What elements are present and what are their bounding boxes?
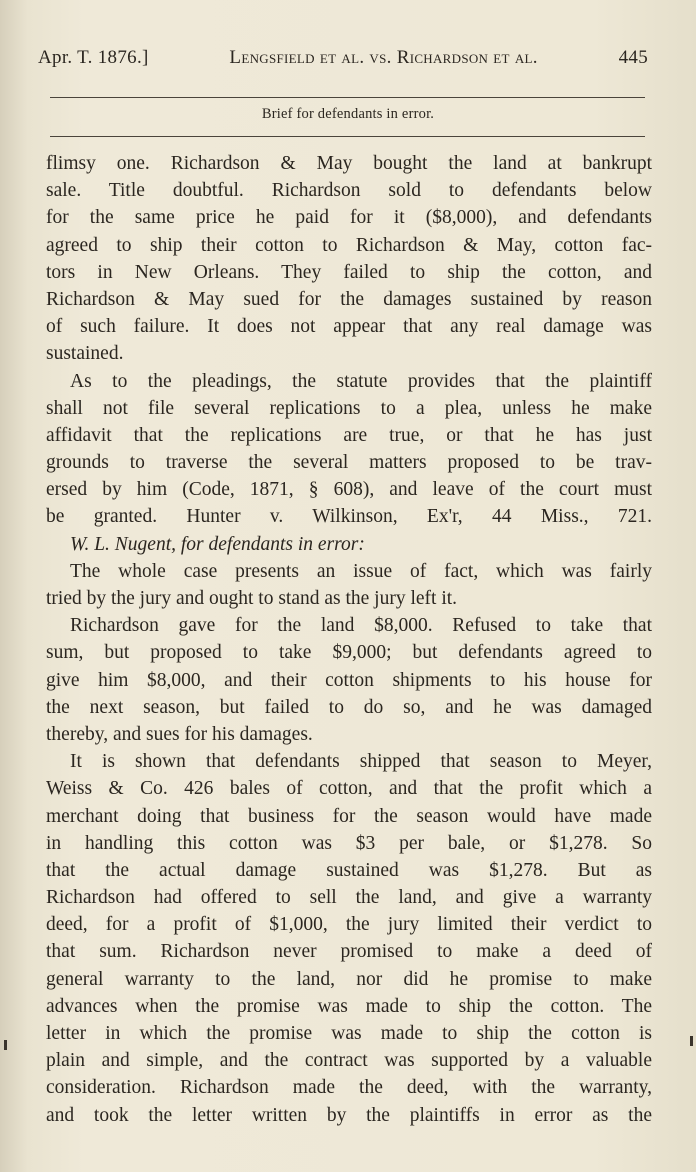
counsel-line	[46, 531, 652, 558]
text-line: be granted. Hunter v. Wilkinson, Ex'r, 44 Miss., 721.	[46, 506, 652, 528]
text-line: that the actual damage sustained was $1,278. But as	[46, 859, 652, 881]
text-line: and took the letter written by the plaintiffs in error as the	[46, 1104, 652, 1126]
text-line: letter in which the promise was made to ship the cotton is	[46, 1023, 652, 1044]
text-line: advances when the promise was made to ship the cotton. The	[46, 995, 652, 1017]
body-text	[46, 150, 652, 1129]
text-line: merchant doing that business for the season would have made	[46, 805, 652, 827]
margin-mark	[690, 1036, 693, 1046]
text-line: sale. Title doubtful. Richardson sold to defendants below	[46, 180, 652, 202]
text-line: general warranty to the land, nor did he promise to make	[46, 968, 652, 990]
text-line: As to the pleadings, the statute provides that the plaintiff	[70, 370, 652, 392]
text-line: plain and simple, and the contract was supported by a valuable	[46, 1050, 652, 1072]
case-title: Lengsfield et al. vs. Richardson et al.	[229, 47, 538, 68]
text-line: the next season, but failed to do so, and he was damaged	[46, 696, 652, 718]
text-line: Richardson gave for the land $8,000. Refused to take that	[70, 615, 652, 637]
text-line: grounds to traverse the several matters proposed to be trav-	[46, 452, 652, 474]
text-line: consideration. Richardson made the deed, with the warranty,	[46, 1077, 652, 1099]
text-line: that sum. Richardson never promised to make a deed of	[46, 941, 652, 963]
text-line: tried by the jury and ought to stand as the jury left it.	[46, 588, 458, 609]
text-line: deed, for a profit of $1,000, the jury limited their verdict to	[46, 914, 652, 936]
text-line: give him $8,000, and their cotton shipments to his house for	[46, 669, 652, 691]
running-header	[38, 47, 648, 69]
text-line: thereby, and sues for his damages.	[46, 723, 313, 745]
text-line: tors in New Orleans. They failed to ship the cotton, and	[46, 261, 652, 283]
text-line: It is shown that defendants shipped that season to Meyer,	[70, 751, 652, 773]
text-line: of such failure. It does not appear that any real damage was	[46, 316, 652, 338]
text-line: agreed to ship their cotton to Richardson & May, cotton fac-	[46, 234, 652, 256]
section-subheading: Brief for defendants in error.	[261, 106, 435, 122]
text-line: ersed by him (Code, 1871, § 608), and leave of the court must	[46, 479, 652, 501]
text-line: sustained.	[46, 343, 124, 365]
text-line: sum, but proposed to take $9,000; but defendants agreed to	[46, 642, 652, 664]
term-label: Apr. T. 1876.]	[38, 47, 149, 68]
text-line: for the same price he paid for it ($8,000), and defendants	[46, 207, 652, 229]
page-number: 445	[618, 47, 648, 68]
text-line: affidavit that the replications are true, or that he has just	[46, 424, 652, 446]
header-rule	[50, 97, 645, 98]
text-line: shall not file several replications to a plea, unless he make	[46, 397, 652, 419]
text-line: flimsy one. Richardson & May bought the land at bankrupt	[46, 153, 652, 174]
text-line: Richardson & May sued for the damages sustained by reason	[46, 288, 652, 310]
text-line: The whole case presents an issue of fact, which was fairly	[70, 560, 652, 582]
text-line: in handling this cotton was $3 per bale, or $1,278. So	[46, 832, 652, 854]
counsel-name: W. L. Nugent, for defendants in error:	[70, 533, 365, 555]
text-line: Richardson had offered to sell the land, and give a warranty	[46, 887, 652, 909]
margin-mark	[4, 1040, 7, 1050]
text-line: Weiss & Co. 426 bales of cotton, and that the profit which a	[46, 778, 652, 800]
subheading-rule	[50, 136, 645, 137]
